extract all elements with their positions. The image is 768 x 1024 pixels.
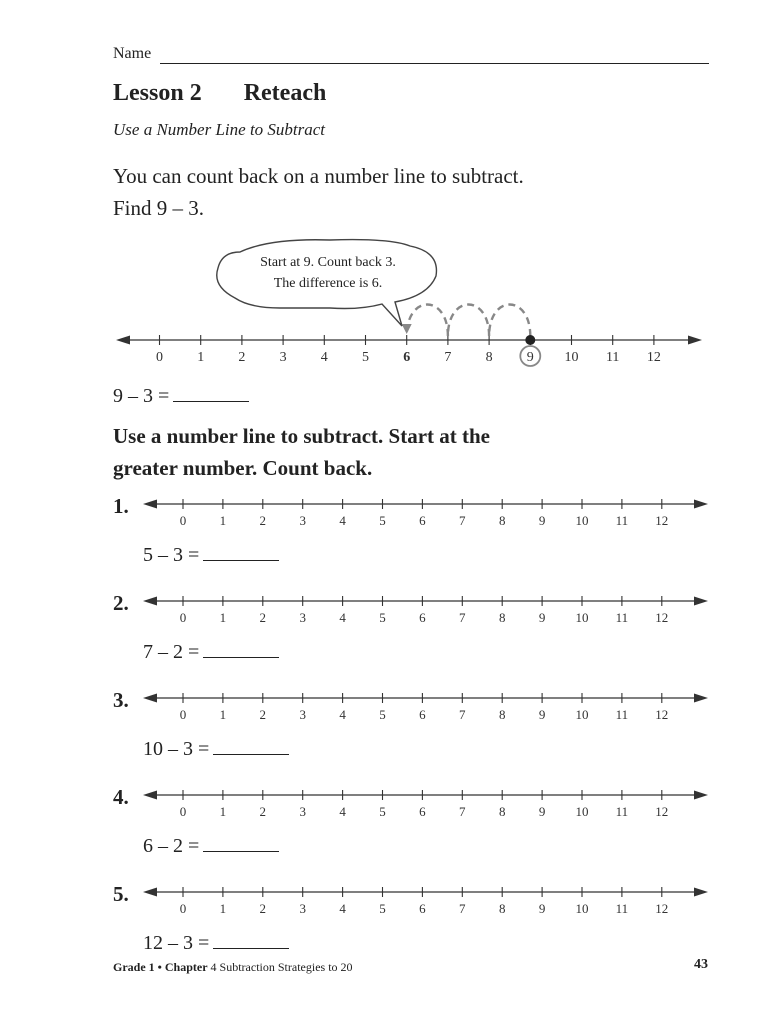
left-arrowhead: [143, 694, 157, 703]
right-arrowhead: [694, 500, 708, 509]
tick-label: 9: [538, 901, 546, 916]
tick-label: 10: [575, 707, 589, 722]
tick-label: 11: [605, 350, 620, 365]
tick-label: 3: [279, 350, 287, 365]
tick-label: 0: [179, 513, 187, 528]
tick-label: 9: [538, 707, 546, 722]
footer-bullet: •: [154, 960, 165, 974]
example-figure: [0, 230, 768, 380]
tick-label: 12: [655, 901, 669, 916]
intro-line-2: Find 9 – 3.: [113, 196, 205, 220]
tick-label: 6: [419, 513, 426, 528]
answer-blank[interactable]: [203, 641, 279, 658]
footer-grade: Grade 1: [113, 960, 155, 974]
tick-label: 1: [219, 707, 227, 722]
tick-label: 5: [362, 350, 369, 365]
right-arrowhead: [694, 597, 708, 606]
tick-label: 8: [498, 804, 506, 819]
footer-text: [113, 960, 353, 975]
problem-equation-text: 6 – 2 =: [143, 835, 200, 857]
instructions: [113, 420, 573, 484]
right-arrowhead: [694, 888, 708, 897]
tick-label: 4: [339, 707, 346, 722]
problem-number: 4.: [113, 785, 129, 809]
tick-label: 2: [259, 901, 267, 916]
left-arrowhead: [143, 500, 157, 509]
problem-number: 1.: [113, 494, 129, 518]
tick-label: 4: [339, 901, 346, 916]
tick-label: 11: [615, 707, 629, 722]
tick-label: 10: [575, 513, 589, 528]
lesson-title: [113, 80, 326, 107]
tick-label: 1: [219, 513, 227, 528]
practice-number-line[interactable]: [140, 589, 720, 629]
tick-label: 1: [219, 804, 227, 819]
tick-label: 7: [459, 610, 466, 625]
tick-label: 7: [444, 350, 452, 365]
tick-label: 7: [459, 804, 466, 819]
tick-label: 2: [259, 804, 267, 819]
tick-label: 5: [379, 901, 386, 916]
tick-label: 12: [646, 350, 661, 365]
tick-label: 5: [379, 610, 386, 625]
start-dot: [525, 335, 535, 345]
right-arrowhead: [694, 791, 708, 800]
tick-label: 9: [526, 350, 534, 365]
tick-label: 0: [156, 350, 163, 365]
practice-number-line[interactable]: [140, 783, 720, 823]
bubble-line-1: Start at 9. Count back 3.: [260, 255, 396, 270]
tick-label: 12: [655, 804, 669, 819]
example-answer-blank[interactable]: [173, 385, 249, 402]
tick-label: 8: [498, 707, 506, 722]
tick-label: 9: [538, 610, 546, 625]
hop-arrowhead: [402, 324, 412, 334]
tick-label: 9: [538, 513, 546, 528]
answer-blank[interactable]: [213, 932, 289, 949]
left-arrowhead: [143, 888, 157, 897]
name-label: Name: [113, 45, 152, 62]
lesson-type: Reteach: [243, 80, 327, 106]
tick-label: 8: [498, 901, 506, 916]
tick-label: 6: [403, 350, 411, 365]
tick-label: 1: [197, 350, 205, 365]
tick-label: 1: [219, 901, 227, 916]
tick-label: 11: [615, 804, 629, 819]
right-arrowhead: [688, 336, 702, 345]
tick-label: 3: [299, 513, 306, 528]
tick-label: 5: [379, 804, 386, 819]
lesson-number: Lesson 2: [113, 80, 202, 106]
hop-arc: [407, 305, 448, 337]
problem-number: 3.: [113, 688, 129, 712]
footer-chapter-word: Chapter: [164, 960, 208, 974]
tick-label: 0: [179, 804, 187, 819]
answer-blank[interactable]: [213, 738, 289, 755]
tick-label: 5: [379, 513, 386, 528]
example-equation-text: 9 – 3 =: [113, 385, 170, 407]
tick-label: 6: [419, 707, 426, 722]
answer-blank[interactable]: [203, 544, 279, 561]
bubble-line-2: The difference is 6.: [273, 276, 383, 291]
tick-label: 6: [419, 804, 426, 819]
tick-label: 0: [179, 610, 187, 625]
tick-label: 12: [655, 610, 669, 625]
tick-label: 10: [564, 350, 579, 365]
tick-label: 11: [615, 513, 629, 528]
name-row: [113, 44, 709, 66]
tick-label: 0: [179, 901, 187, 916]
tick-label: 6: [419, 610, 426, 625]
tick-label: 3: [299, 610, 306, 625]
problem-equation-text: 10 – 3 =: [143, 738, 210, 760]
tick-label: 8: [498, 610, 506, 625]
speech-bubble: [217, 240, 437, 326]
problem-equation-text: 12 – 3 =: [143, 932, 210, 954]
tick-label: 6: [419, 901, 426, 916]
instructions-line-1: Use a number line to subtract. Start at the: [113, 424, 490, 448]
tick-label: 12: [655, 707, 669, 722]
problem-number: 5.: [113, 882, 129, 906]
answer-blank[interactable]: [203, 835, 279, 852]
page-number: 43: [694, 957, 708, 972]
instructions-line-2: greater number. Count back.: [113, 456, 373, 480]
intro-line-1: You can count back on a number line to subtract.: [113, 164, 524, 188]
problem-equation: [143, 932, 289, 955]
problem-equation-text: 7 – 2 =: [143, 641, 200, 663]
tick-label: 10: [575, 610, 589, 625]
practice-number-line[interactable]: [140, 492, 720, 532]
example-number-line: [116, 305, 702, 367]
practice-number-line[interactable]: [140, 686, 720, 726]
example-equation: [113, 385, 249, 408]
tick-label: 4: [339, 804, 346, 819]
tick-label: 2: [259, 610, 267, 625]
problem-equation-text: 5 – 3 =: [143, 544, 200, 566]
lesson-subtitle: Use a Number Line to Subtract: [113, 120, 326, 139]
name-blank-line[interactable]: [160, 63, 709, 64]
tick-label: 10: [575, 901, 589, 916]
tick-label: 2: [238, 350, 246, 365]
hop-arc: [448, 305, 489, 337]
tick-label: 0: [179, 707, 187, 722]
left-arrowhead: [143, 597, 157, 606]
tick-label: 3: [299, 901, 306, 916]
tick-label: 8: [485, 350, 493, 365]
left-arrowhead: [143, 791, 157, 800]
tick-label: 11: [615, 901, 629, 916]
practice-number-line[interactable]: [140, 880, 720, 920]
intro-text: [113, 160, 524, 224]
problem-equation: [143, 641, 279, 664]
problem-number: 2.: [113, 591, 129, 615]
tick-label: 10: [575, 804, 589, 819]
problem-equation: [143, 544, 279, 567]
tick-label: 4: [339, 610, 346, 625]
tick-label: 2: [259, 513, 267, 528]
footer-chapter-title: 4 Subtraction Strategies to 20: [207, 960, 353, 974]
tick-label: 7: [459, 513, 466, 528]
tick-label: 4: [339, 513, 346, 528]
tick-label: 7: [459, 707, 466, 722]
tick-label: 3: [299, 804, 306, 819]
left-arrowhead: [116, 336, 130, 345]
tick-label: 5: [379, 707, 386, 722]
problem-equation: [143, 835, 279, 858]
tick-label: 12: [655, 513, 669, 528]
right-arrowhead: [694, 694, 708, 703]
tick-label: 4: [320, 350, 328, 365]
tick-label: 11: [615, 610, 629, 625]
tick-label: 7: [459, 901, 466, 916]
tick-label: 3: [299, 707, 306, 722]
tick-label: 9: [538, 804, 546, 819]
hop-arc: [489, 305, 530, 337]
tick-label: 1: [219, 610, 227, 625]
tick-label: 2: [259, 707, 267, 722]
problem-equation: [143, 738, 289, 761]
tick-label: 8: [498, 513, 506, 528]
